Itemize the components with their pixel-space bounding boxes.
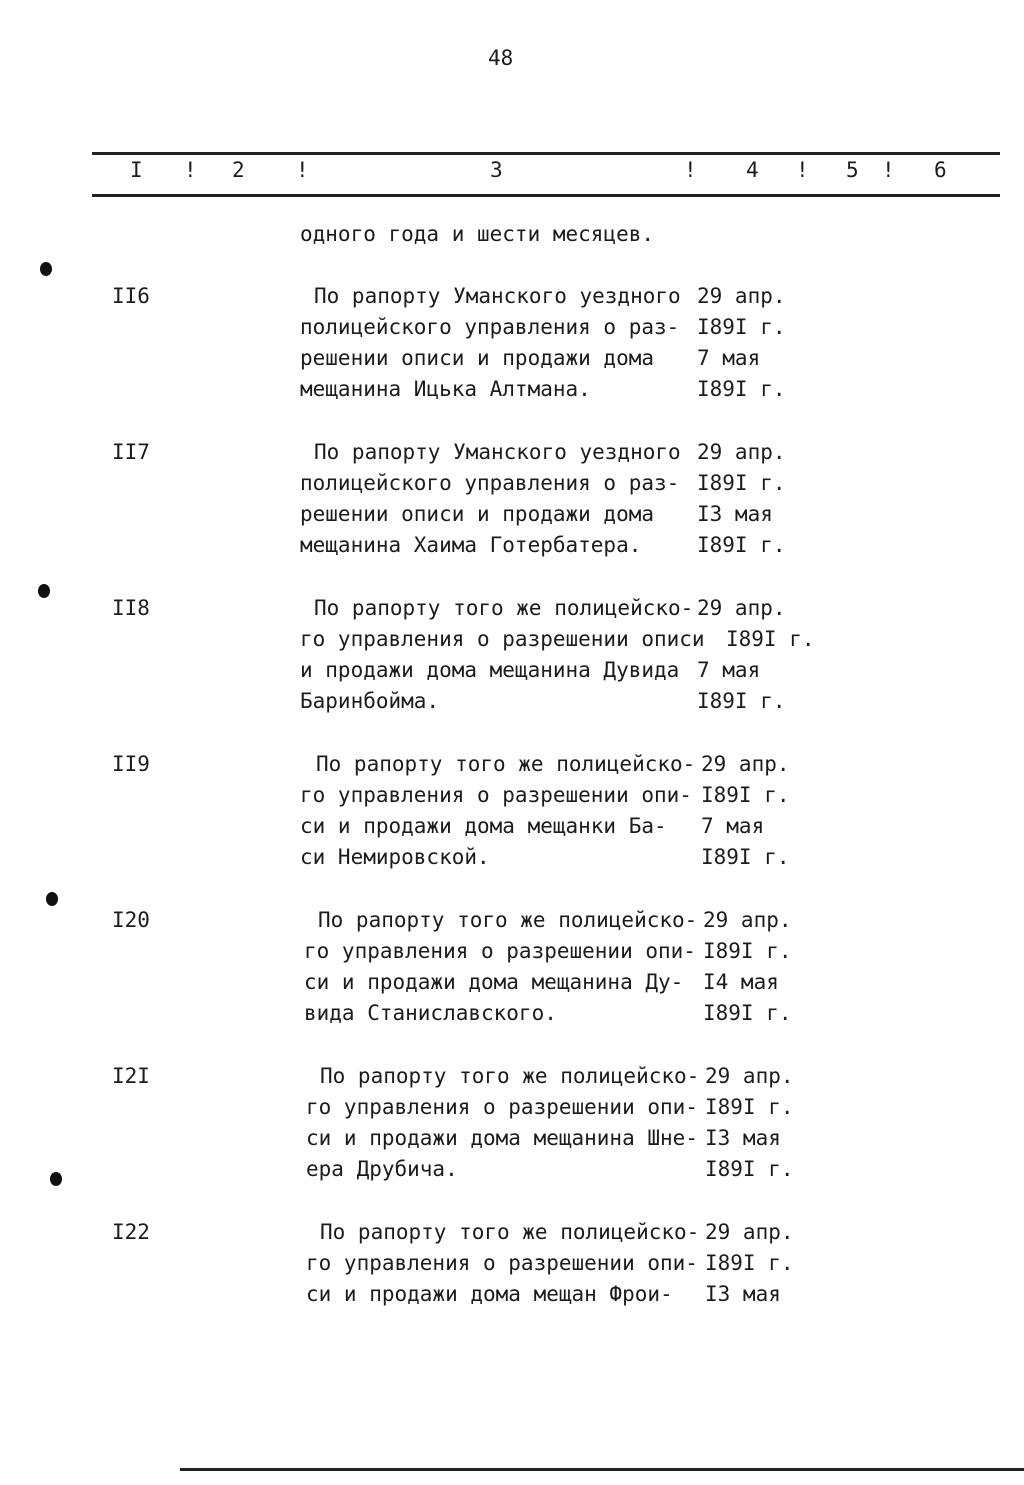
record-description-line: По рапорту Уманского уездного bbox=[314, 440, 681, 464]
record-date-line: I89I г. bbox=[705, 1095, 794, 1119]
record-date-line: 29 апр. bbox=[697, 440, 786, 464]
record-description-line: го управления о разрешении описи bbox=[300, 627, 705, 651]
column-header-3: 3 bbox=[490, 158, 503, 182]
record-date-line: I89I г. bbox=[705, 1157, 794, 1181]
record-number: II7 bbox=[112, 440, 150, 464]
record-description-line: си Немировской. bbox=[300, 845, 490, 869]
record-date-line: I89I г. bbox=[697, 471, 786, 495]
record-description-line: полицейского управления о раз- bbox=[300, 471, 680, 495]
record-description-line: По рапорту того же полицейско- bbox=[314, 596, 694, 620]
record-description-line: По рапорту того же полицейско- bbox=[320, 1064, 700, 1088]
record-date-line: I89I г. bbox=[697, 533, 786, 557]
record-date-line: 29 апр. bbox=[697, 284, 786, 308]
record-date-line: 29 апр. bbox=[705, 1064, 794, 1088]
record-date-line: I89I г. bbox=[703, 939, 792, 963]
table-row bbox=[0, 596, 1024, 726]
record-date-line: 29 апр. bbox=[705, 1220, 794, 1244]
record-date-line: I89I г. bbox=[701, 783, 790, 807]
record-description-line: По рапорту того же полицейско- bbox=[316, 752, 696, 776]
column-header-5: 5 bbox=[846, 158, 859, 182]
record-description-line: мещанина Ицька Алтмана. bbox=[300, 377, 591, 401]
record-description-line: си и продажи дома мещанки Ба- bbox=[300, 814, 667, 838]
record-date-line: I89I г. bbox=[705, 1251, 794, 1275]
record-description-line: По рапорту Уманского уездного bbox=[314, 284, 681, 308]
record-number: II6 bbox=[112, 284, 150, 308]
record-date-line: I4 мая bbox=[703, 970, 779, 994]
column-separator: ! bbox=[796, 158, 809, 182]
continued-text-line: одного года и шести месяцев. bbox=[300, 222, 655, 246]
record-description-line: полицейского управления о раз- bbox=[300, 315, 680, 339]
page-bottom-edge bbox=[180, 1468, 1024, 1471]
table-header-bottom-rule bbox=[92, 194, 1000, 197]
column-separator: ! bbox=[882, 158, 895, 182]
record-date-line: 7 мая bbox=[697, 346, 761, 370]
record-description-line: го управления о разрешении опи- bbox=[304, 939, 696, 963]
column-separator: ! bbox=[296, 158, 309, 182]
record-date-line: I89I г. bbox=[701, 845, 790, 869]
column-separator: ! bbox=[684, 158, 697, 182]
record-description-line: си и продажи дома мещан Фрои- bbox=[306, 1282, 673, 1306]
record-description-line: и продажи дома мещанина Дувида bbox=[300, 658, 680, 682]
record-date-line: 7 мая bbox=[701, 814, 765, 838]
record-date-line: 29 апр. bbox=[697, 596, 786, 620]
record-description-line: ера Друбича. bbox=[306, 1157, 458, 1181]
table-header bbox=[0, 158, 1024, 188]
table-row bbox=[0, 752, 1024, 882]
table-row bbox=[0, 1064, 1024, 1194]
record-date-line: I89I г. bbox=[697, 689, 786, 713]
record-date-line: I89I г. bbox=[697, 377, 786, 401]
record-description-line: Баринбойма. bbox=[300, 689, 440, 713]
column-header-6: 6 bbox=[934, 158, 947, 182]
record-number: II8 bbox=[112, 596, 150, 620]
record-date-line: 29 апр. bbox=[703, 908, 792, 932]
table-row bbox=[0, 908, 1024, 1038]
record-number: I2I bbox=[112, 1064, 150, 1088]
punch-hole-mark bbox=[38, 584, 50, 598]
record-description-line: решении описи и продажи дома bbox=[300, 346, 655, 370]
record-description-line: По рапорту того же полицейско- bbox=[320, 1220, 700, 1244]
record-number: II9 bbox=[112, 752, 150, 776]
record-description-line: По рапорту того же полицейско- bbox=[318, 908, 698, 932]
record-number: I22 bbox=[112, 1220, 150, 1244]
record-description-line: вида Станиславского. bbox=[304, 1001, 557, 1025]
column-separator: ! bbox=[184, 158, 197, 182]
record-date-line: I89I г. bbox=[697, 315, 786, 339]
record-date-line: 29 апр. bbox=[701, 752, 790, 776]
punch-hole-mark bbox=[50, 1172, 62, 1186]
record-description-line: решении описи и продажи дома bbox=[300, 502, 655, 526]
record-description-line: го управления о разрешении опи- bbox=[306, 1251, 698, 1275]
record-date-line: 7 мая bbox=[697, 658, 761, 682]
column-header-1: I bbox=[130, 158, 143, 182]
record-date-line: I3 мая bbox=[697, 502, 773, 526]
record-date-line: I3 мая bbox=[705, 1282, 781, 1306]
punch-hole-mark bbox=[40, 262, 52, 276]
record-date-line: I89I г. bbox=[726, 627, 815, 651]
record-description-line: го управления о разрешении опи- bbox=[300, 783, 692, 807]
record-date-line: I89I г. bbox=[703, 1001, 792, 1025]
record-description-line: мещанина Хаима Готербатера. bbox=[300, 533, 642, 557]
table-row bbox=[0, 440, 1024, 570]
record-date-line: I3 мая bbox=[705, 1126, 781, 1150]
table-row bbox=[0, 1220, 1024, 1350]
table-row bbox=[0, 284, 1024, 414]
column-header-4: 4 bbox=[746, 158, 759, 182]
column-header-2: 2 bbox=[232, 158, 245, 182]
record-description-line: си и продажи дома мещанина Шне- bbox=[306, 1126, 698, 1150]
record-description-line: си и продажи дома мещанина Ду- bbox=[304, 970, 684, 994]
record-description-line: го управления о разрешении опи- bbox=[306, 1095, 698, 1119]
record-number: I20 bbox=[112, 908, 150, 932]
page-number: 48 bbox=[488, 46, 514, 70]
table-header-top-rule bbox=[92, 152, 1000, 155]
punch-hole-mark bbox=[46, 892, 58, 906]
